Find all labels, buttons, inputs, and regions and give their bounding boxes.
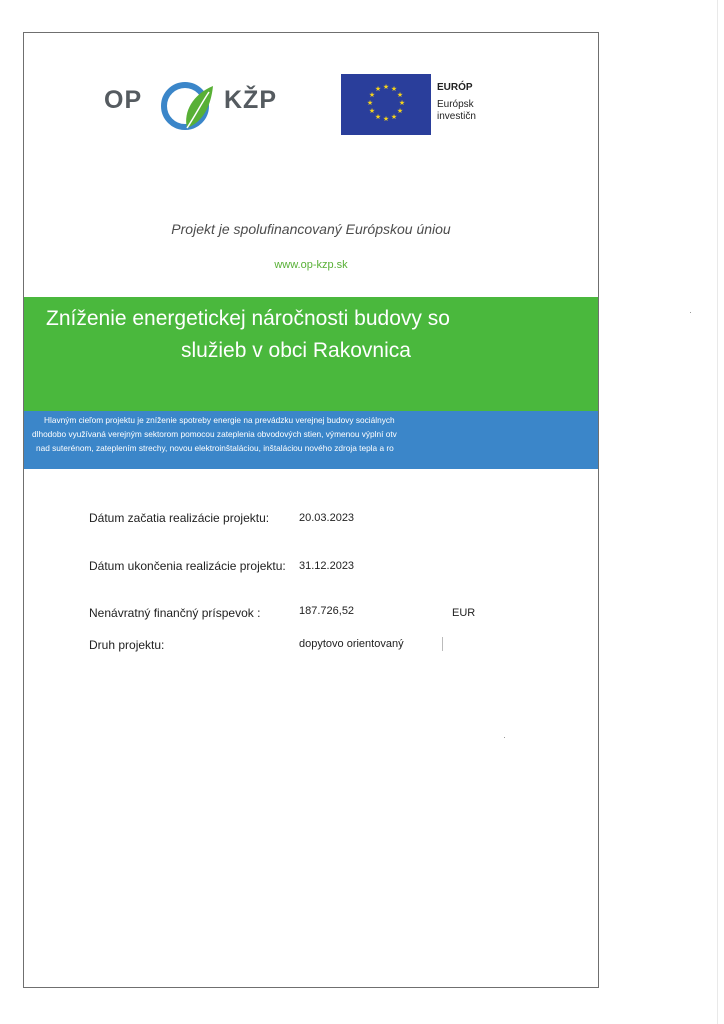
project-title-line-2: služieb v obci Rakovnica (181, 339, 411, 362)
leaf-emblem-icon (157, 76, 219, 138)
start-date-label: Dátum začatia realizácie projektu: (89, 511, 270, 525)
eu-funds-caption (437, 82, 476, 123)
page-edge-line (717, 0, 718, 1024)
project-type-label: Druh projektu: (89, 638, 165, 652)
svg-text:★: ★ (390, 113, 398, 121)
eu-stars-icon (341, 74, 431, 135)
op-kzp-logo (104, 76, 294, 136)
svg-text:★: ★ (368, 107, 376, 115)
project-poster (23, 32, 599, 988)
project-description-band (24, 411, 598, 469)
grant-label: Nenávratný finančný príspevok : (89, 606, 261, 620)
eu-title: EURÓP (437, 82, 473, 93)
svg-text:★: ★ (374, 85, 382, 93)
svg-text:★: ★ (396, 107, 404, 115)
svg-text:★: ★ (382, 115, 390, 123)
op-logo-text: OP (104, 86, 143, 114)
kzp-logo-text: KŽP (224, 86, 277, 114)
scan-speck (690, 312, 691, 313)
description-line-2: dlhodobo využívaná verejným sektorom pomocou zateplenia obvodových stien, výmenou výplní otv (32, 429, 397, 439)
svg-text:★: ★ (366, 99, 374, 107)
eu-funds-logo (341, 74, 581, 136)
grant-value: 187.726,52 (299, 605, 355, 617)
project-title-line-1: Zníženie energetickej náročnosti budovy so (46, 307, 450, 330)
website-url: www.op-kzp.sk (274, 259, 348, 271)
start-date-value: 20.03.2023 (299, 512, 355, 524)
project-title-band (24, 297, 598, 411)
scan-speck (504, 737, 505, 738)
description-line-3: nad suterénom, zateplením strechy, novou elektroinštaláciou, inštaláciou nového zdroja tepla a ro (36, 443, 394, 453)
svg-text:★: ★ (396, 91, 404, 99)
svg-text:★: ★ (368, 91, 376, 99)
eu-line-3: investičn (437, 111, 476, 122)
description-line-1: Hlavným cieľom projektu je zníženie spotreby energie na prevádzku verejnej budovy sociálnych (44, 415, 395, 425)
svg-text:★: ★ (374, 113, 382, 121)
end-date-label: Dátum ukončenia realizácie projektu: (89, 559, 286, 573)
svg-text:★: ★ (390, 85, 398, 93)
svg-text:★: ★ (382, 83, 390, 91)
eu-flag-icon (341, 74, 431, 135)
scan-mark (442, 637, 443, 651)
grant-currency: EUR (452, 607, 476, 619)
svg-text:★: ★ (398, 99, 406, 107)
cofinancing-statement: Projekt je spolufinancovaný Európskou úniou (171, 221, 451, 237)
end-date-value: 31.12.2023 (299, 560, 355, 572)
eu-line-2: Európsk (437, 99, 474, 110)
project-type-value: dopytovo orientovaný (299, 638, 404, 650)
